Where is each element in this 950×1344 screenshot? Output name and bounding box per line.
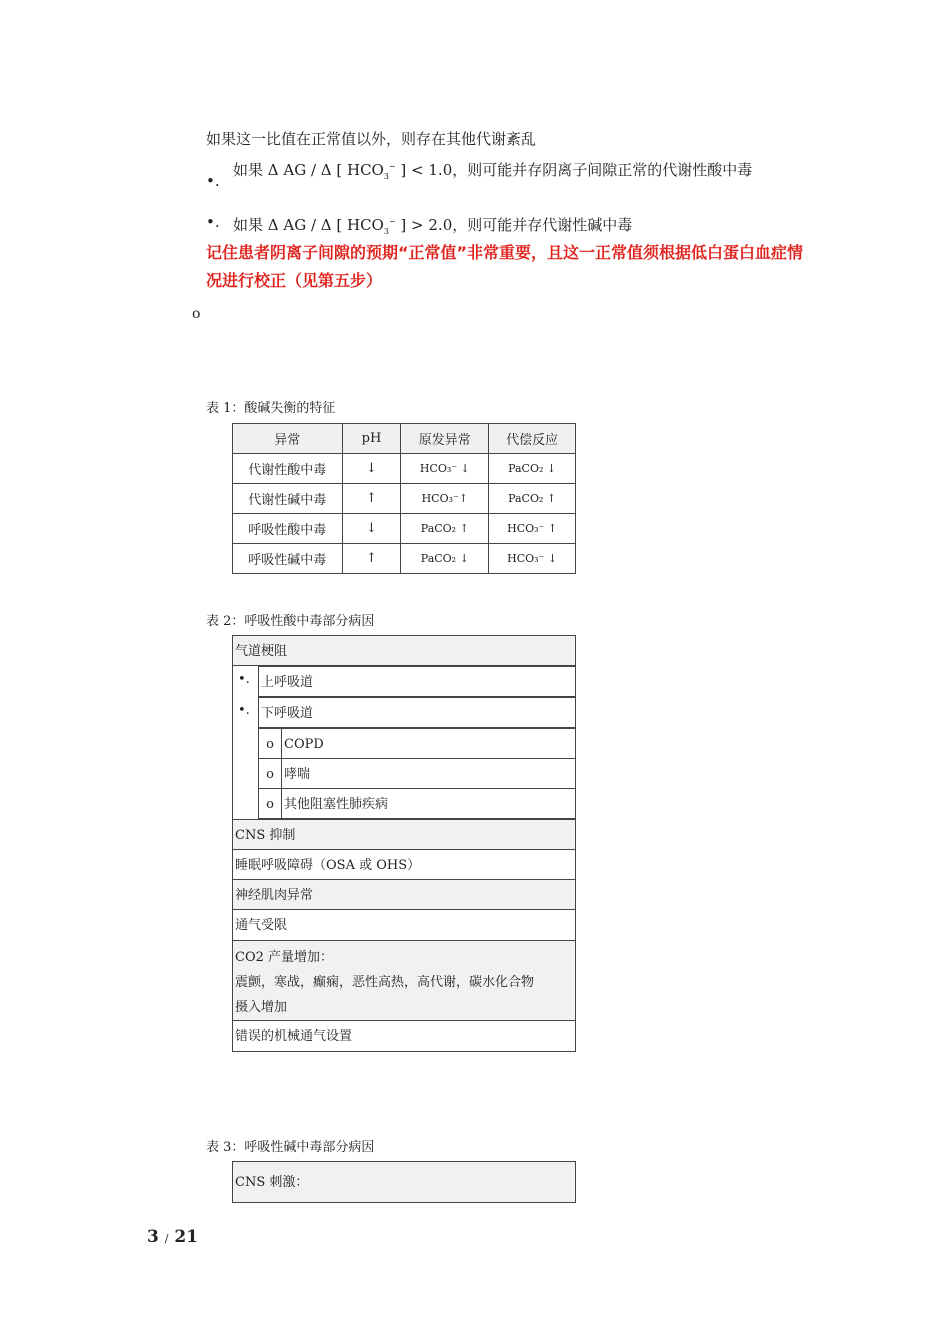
table-row <box>233 544 576 574</box>
table-cell: HCO₃⁻ ↑ <box>489 514 576 544</box>
page-current: 3 <box>147 1227 159 1247</box>
cause-cns-depression <box>232 819 576 850</box>
table-header-row <box>233 424 576 454</box>
bullet-item <box>206 155 806 203</box>
cell-text: 哮喘 <box>284 767 311 782</box>
sub-marker-cell: o <box>258 788 282 819</box>
header-cell: pH <box>342 424 401 454</box>
cell-text: 下呼吸道 <box>261 706 314 721</box>
page-separator: / <box>164 1232 169 1245</box>
bullet-marker: •. <box>206 172 220 190</box>
sub-marker-cell: o <box>258 728 282 759</box>
cell-text: 气道梗阻 <box>235 644 288 659</box>
cause-sleep-disorder <box>232 849 576 880</box>
table-cell: ↑ <box>342 544 401 574</box>
cell-text: CNS 刺激： <box>235 1175 309 1190</box>
table1-caption: 表 1：酸碱失衡的特征 <box>206 401 336 416</box>
acid-base-table <box>232 423 576 574</box>
cause-cns-stimulation <box>232 1161 576 1203</box>
cause-airway-obstruction <box>232 635 576 666</box>
table-row <box>233 484 576 514</box>
table-cell: ↓ <box>342 454 401 484</box>
table-cell: ↑ <box>342 484 401 514</box>
cell-text: 上呼吸道 <box>261 675 314 690</box>
table-cell: HCO₃⁻↑ <box>401 484 489 514</box>
bullet-text: 如果 Δ AG / Δ [ $HCO_3^-$ ] > 2.0，则可能并存代谢性碱中毒 <box>233 216 633 236</box>
list-marker: o <box>192 306 201 322</box>
bullet-marker: •. <box>238 672 250 687</box>
table-cell: PaCO₂ ↑ <box>401 514 489 544</box>
cell-text: COPD <box>284 737 324 752</box>
header-cell: 代偿反应 <box>489 424 576 454</box>
cause-neuromuscular <box>232 879 576 910</box>
important-note: 记住患者阴离子间隙的预期“正常值”非常重要，且这一正常值须根据低白蛋白血症情况进行校正（见第五步） <box>206 243 804 290</box>
table-cell: 呼吸性酸中毒 <box>233 514 343 544</box>
table-cell: HCO₃⁻ ↓ <box>401 454 489 484</box>
bullet-text: 如果 Δ AG / Δ [ $HCO_3^-$ ] < 1.0，则可能并存阴离子间隙正常的代谢性酸中毒 <box>233 161 753 181</box>
cell-text: 神经肌肉异常 <box>235 888 314 903</box>
intro-text: 如果这一比值在正常值以外，则存在其他代谢紊乱 <box>206 130 537 148</box>
cause-lower-airway <box>258 697 576 728</box>
header-cell: 异常 <box>233 424 343 454</box>
header-cell: 原发异常 <box>401 424 489 454</box>
table-cell: HCO₃⁻ ↓ <box>489 544 576 574</box>
table-row <box>233 514 576 544</box>
table2-caption: 表 2：呼吸性酸中毒部分病因 <box>206 614 375 629</box>
bullet-marker: •. <box>206 213 220 231</box>
cell-text: 震颤，寒战，癫痫，恶性高热，高代谢，碳水化合物 <box>235 975 535 990</box>
cell-text: 其他阻塞性肺疾病 <box>284 797 389 812</box>
table3-caption: 表 3：呼吸性碱中毒部分病因 <box>206 1140 375 1155</box>
cell-text: 错误的机械通气设置 <box>235 1029 353 1044</box>
cause-copd <box>281 728 576 759</box>
bullet-item <box>206 210 806 234</box>
cause-co2-production <box>232 940 576 1021</box>
cell-text: 摄入增加 <box>235 1000 288 1015</box>
cause-mechanical-ventilation <box>232 1020 576 1052</box>
cause-asthma <box>281 758 576 789</box>
table-cell: 代谢性碱中毒 <box>233 484 343 514</box>
page-total: 21 <box>174 1227 199 1247</box>
table-cell: PaCO₂ ↑ <box>489 484 576 514</box>
cell-text: 睡眠呼吸障碍（OSA 或 OHS） <box>235 858 421 873</box>
cause-ventilation-limit <box>232 909 576 941</box>
table-border <box>232 665 233 819</box>
table-row <box>233 454 576 484</box>
cell-text: 通气受限 <box>235 918 288 933</box>
cell-text: CNS 抑制 <box>235 828 296 843</box>
table-cell: 代谢性酸中毒 <box>233 454 343 484</box>
cause-other-obstructive <box>281 788 576 819</box>
cause-upper-airway <box>258 666 576 697</box>
page-number <box>147 1227 198 1247</box>
cell-title: CO2 产量增加： <box>235 950 334 965</box>
table-cell: 呼吸性碱中毒 <box>233 544 343 574</box>
bullet-marker: •. <box>238 703 250 718</box>
table-cell: PaCO₂ ↓ <box>489 454 576 484</box>
table-cell: PaCO₂ ↓ <box>401 544 489 574</box>
sub-marker-cell: o <box>258 758 282 789</box>
table-cell: ↓ <box>342 514 401 544</box>
